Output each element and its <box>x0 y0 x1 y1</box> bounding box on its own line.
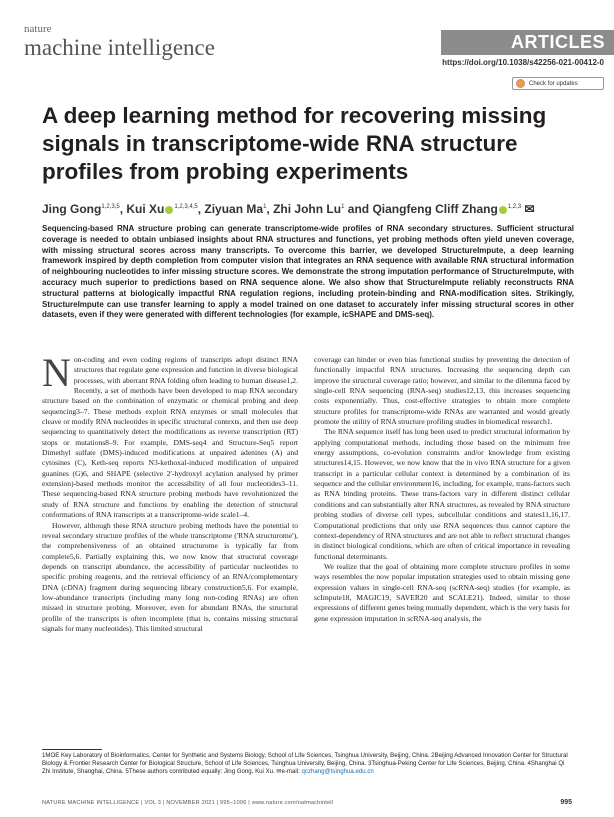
author-name[interactable]: Qiangfeng Cliff Zhang <box>372 202 498 216</box>
author-separator: and <box>344 202 373 216</box>
author-separator: ✉ <box>521 202 535 216</box>
body-paragraph: The RNA sequence itself has long been used to predict structural information by applying computational methods, including those based on the minimum free energy assumptions, co-evolution constraints and/or knowledge from existing structures14,15. However, we now know that the in vivo RNA structure for a given transcript in a particular cellular context is determined by a combination of its sequence and the cellular environment16, including, for example, trans-factors such as RNA binding proteins. These trans-factors vary in different distinct cellular conditions and can substantially alter RNA structures, as revealed by RNA structure probing studies of diverse cell types, subcellular conditions and states11,16,17. Computational predictions that only use RNA sequences thus cannot capture the context-dependency of RNA structures and are not able to reflect structural changes in distinct biological conditions, which are often of critical importance in revealing functional determinants. <box>314 427 570 561</box>
page-footer: NATURE MACHINE INTELLIGENCE | VOL 3 | NOVEMBER 2021 | 995–1006 | www.nature.com/natmachintell <box>42 800 334 806</box>
journal-name-line2: machine intelligence <box>24 35 215 60</box>
author-separator: , <box>119 202 127 216</box>
abstract: Sequencing-based RNA structure probing can generate transcriptome-wide profiles of RNA secondary structures. Sufficient structural coverage is needed to obtain unbiased insights about RNA structures and functions, yet probing methods often yield uneven coverage, with missing structural scores across many transcripts. To overcome this barrier, we developed StructureImpute, a deep learning framework inspired by depth completion from computer vision that integrates an RNA sequence with available RNA structural information of neighbouring nucleotides to infer missing structure scores. We demonstrate the strong imputation performance of StructureImpute, with accuracy much superior to predictions based on RNA sequence alone. We also show that StructureImpute reliably reconstructs RNA structural patterns at biologically impactful RNA regulation regions, including protein-binding and RNA-modification sites. Strikingly, StructureImpute can use transfer learning to apply a model trained on one dataset to accurately infer missing structural scores in other datasets, even if they were generated with different technologies (for example, icSHAPE and DMS-seq). <box>42 224 574 320</box>
check-updates-label: Check for updates <box>529 81 578 87</box>
affiliations-footnote <box>42 752 572 777</box>
body-column-left <box>42 350 298 634</box>
author-affiliation: 1,2,3,5 <box>101 204 120 210</box>
journal-name-line1: nature <box>24 23 52 35</box>
email-link[interactable]: qczhang@tsinghua.edu.cn <box>301 768 374 776</box>
journal-logo <box>24 24 215 59</box>
body-paragraph: We realize that the goal of obtaining more complete structure profiles in some ways resembles the now popular imputation strategies used to obtain missing gene expression values in single-cell RNA-seq (scRNA-seq) studies (for example, as scImpute18, MAGIC19, SAVER20 and SCALE21). Indeed, similar to those expressions of different genes being mutually dependent, which is the very basis for gene expression imputation in scRNA-seq analysis, the <box>314 561 570 623</box>
author-name[interactable]: Ziyuan Ma <box>204 202 264 216</box>
author-name[interactable]: Kui Xu <box>126 202 165 216</box>
check-updates-icon <box>516 79 525 88</box>
doi-link[interactable]: https://doi.org/10.1038/s42256-021-00412-0 <box>442 58 604 67</box>
author-separator: , <box>266 202 274 216</box>
author-affiliation: 1 <box>263 204 267 210</box>
author-affiliation: 1,2,3,4,5 <box>174 204 198 210</box>
author-list <box>42 202 582 216</box>
orcid-icon[interactable] <box>499 206 507 214</box>
body-paragraph: However, although these RNA structure probing methods have the potential to reveal secondary structure profiles of the whole transcriptome ('RNA structurome'), the comprehensiveness of an obtained structurome is typically far from complete5,6. Partially explaining this, we now know that structural coverage depends on transcript abundance, the accessibility of particular nucleotides to specific probing reagents, and the retrieval efficiency of an RNA/complementary DNA (cDNA) fragment during sequencing library construction5,6. For example, low-abundance transcripts (including many long non-coding RNAs) are often missed in structure probing. Moreover, even for abundant RNAs, the structural profile of the transcripts is often incomplete (that is, contains missing structural signals for many nucleotides). This limited structural <box>42 520 298 633</box>
author-name[interactable]: Zhi John Lu <box>273 202 342 216</box>
section-label: ARTICLES <box>441 30 614 55</box>
affiliations-text: 1MOE Key Laboratory of Bioinformatics, Center for Synthetic and Systems Biology, School of Life Sciences, Tsinghua University, Beijing, China. 2Beijing Advanced Innovation Center for Structural Biology & Frontier Research Center for Biological Structure, School of Life Sciences, Tsinghua University, Beijing, China. 3Tsinghua-Peking Center for Life Sciences, Beijing, China. 4Shanghai Qi Zhi Institute, Shanghai, China. 5These authors contributed equally: Jing Gong, Kui Xu. ✉e-mail: <box>42 752 568 776</box>
author-name[interactable]: Jing Gong <box>42 202 102 216</box>
body-paragraph: on-coding and even coding regions of transcripts adopt distinct RNA structures that regulate gene expression and function in diverse biological processes, with aberrant RNA folding often leading to human disease1,2. Recently, a set of methods have been developed to map RNA secondary structure based on the combination of enzymatic or chemical probing and deep sequencing3–7. These methods exploit RNA enzymes or small molecules that cleave or modify RNA nucleotides in specific structural contexts, and then use deep sequencing to quantitatively detect the modifications as reverse transcription (RT) stops or mutations8–9. For example, DMS-seq4 and Structure-Seq5 report Dimethyl sulfate (DMS)-induced modifications at unpaired adenines (A) and cytosines (C), Keth-seq reports N3-kethoxal-induced modification of unpaired guanines (G)6, and SHAPE (selective 2′-hydroxyl acylation analysed by primer extension)-based methods monitor the accessibility of all four nucleotides3–11. These sequencing-based RNA structure probing methods have revolutionized the study of RNA structure and functions by enabling the detection of structural conformations of RNA transcripts at a transcriptome-wide scale1–4. <box>42 355 298 520</box>
footnote-divider <box>42 749 102 750</box>
article-title: A deep learning method for recovering missing signals in transcriptome-wide RNA structure profiles from probing experiments <box>42 103 547 184</box>
author-separator: , <box>197 202 205 216</box>
author-affiliation: 1,2,3 <box>507 204 522 210</box>
check-updates-button[interactable] <box>512 77 604 90</box>
body-column-right <box>314 355 570 624</box>
drop-cap: N <box>42 350 71 395</box>
author-affiliation: 1 <box>341 204 345 210</box>
orcid-icon[interactable] <box>165 206 173 214</box>
page-number: 995 <box>560 799 572 806</box>
body-paragraph: coverage can hinder or even bias functional studies by preventing the detection of functionally impactful RNA structures. Increasing the sequencing depth can improve the structural coverage ratio; however, and similar to the dilemma faced by single-cell RNA sequencing (RNA-seq) studies12,13, this increases sequencing costs exponentially. Thus, cost-effective strategies to obtain more complete structure profiles for transcriptome-wide RNAs are warranted and would greatly promote the utility of RNA structure profiling studies in biomedical research1. <box>314 355 570 427</box>
